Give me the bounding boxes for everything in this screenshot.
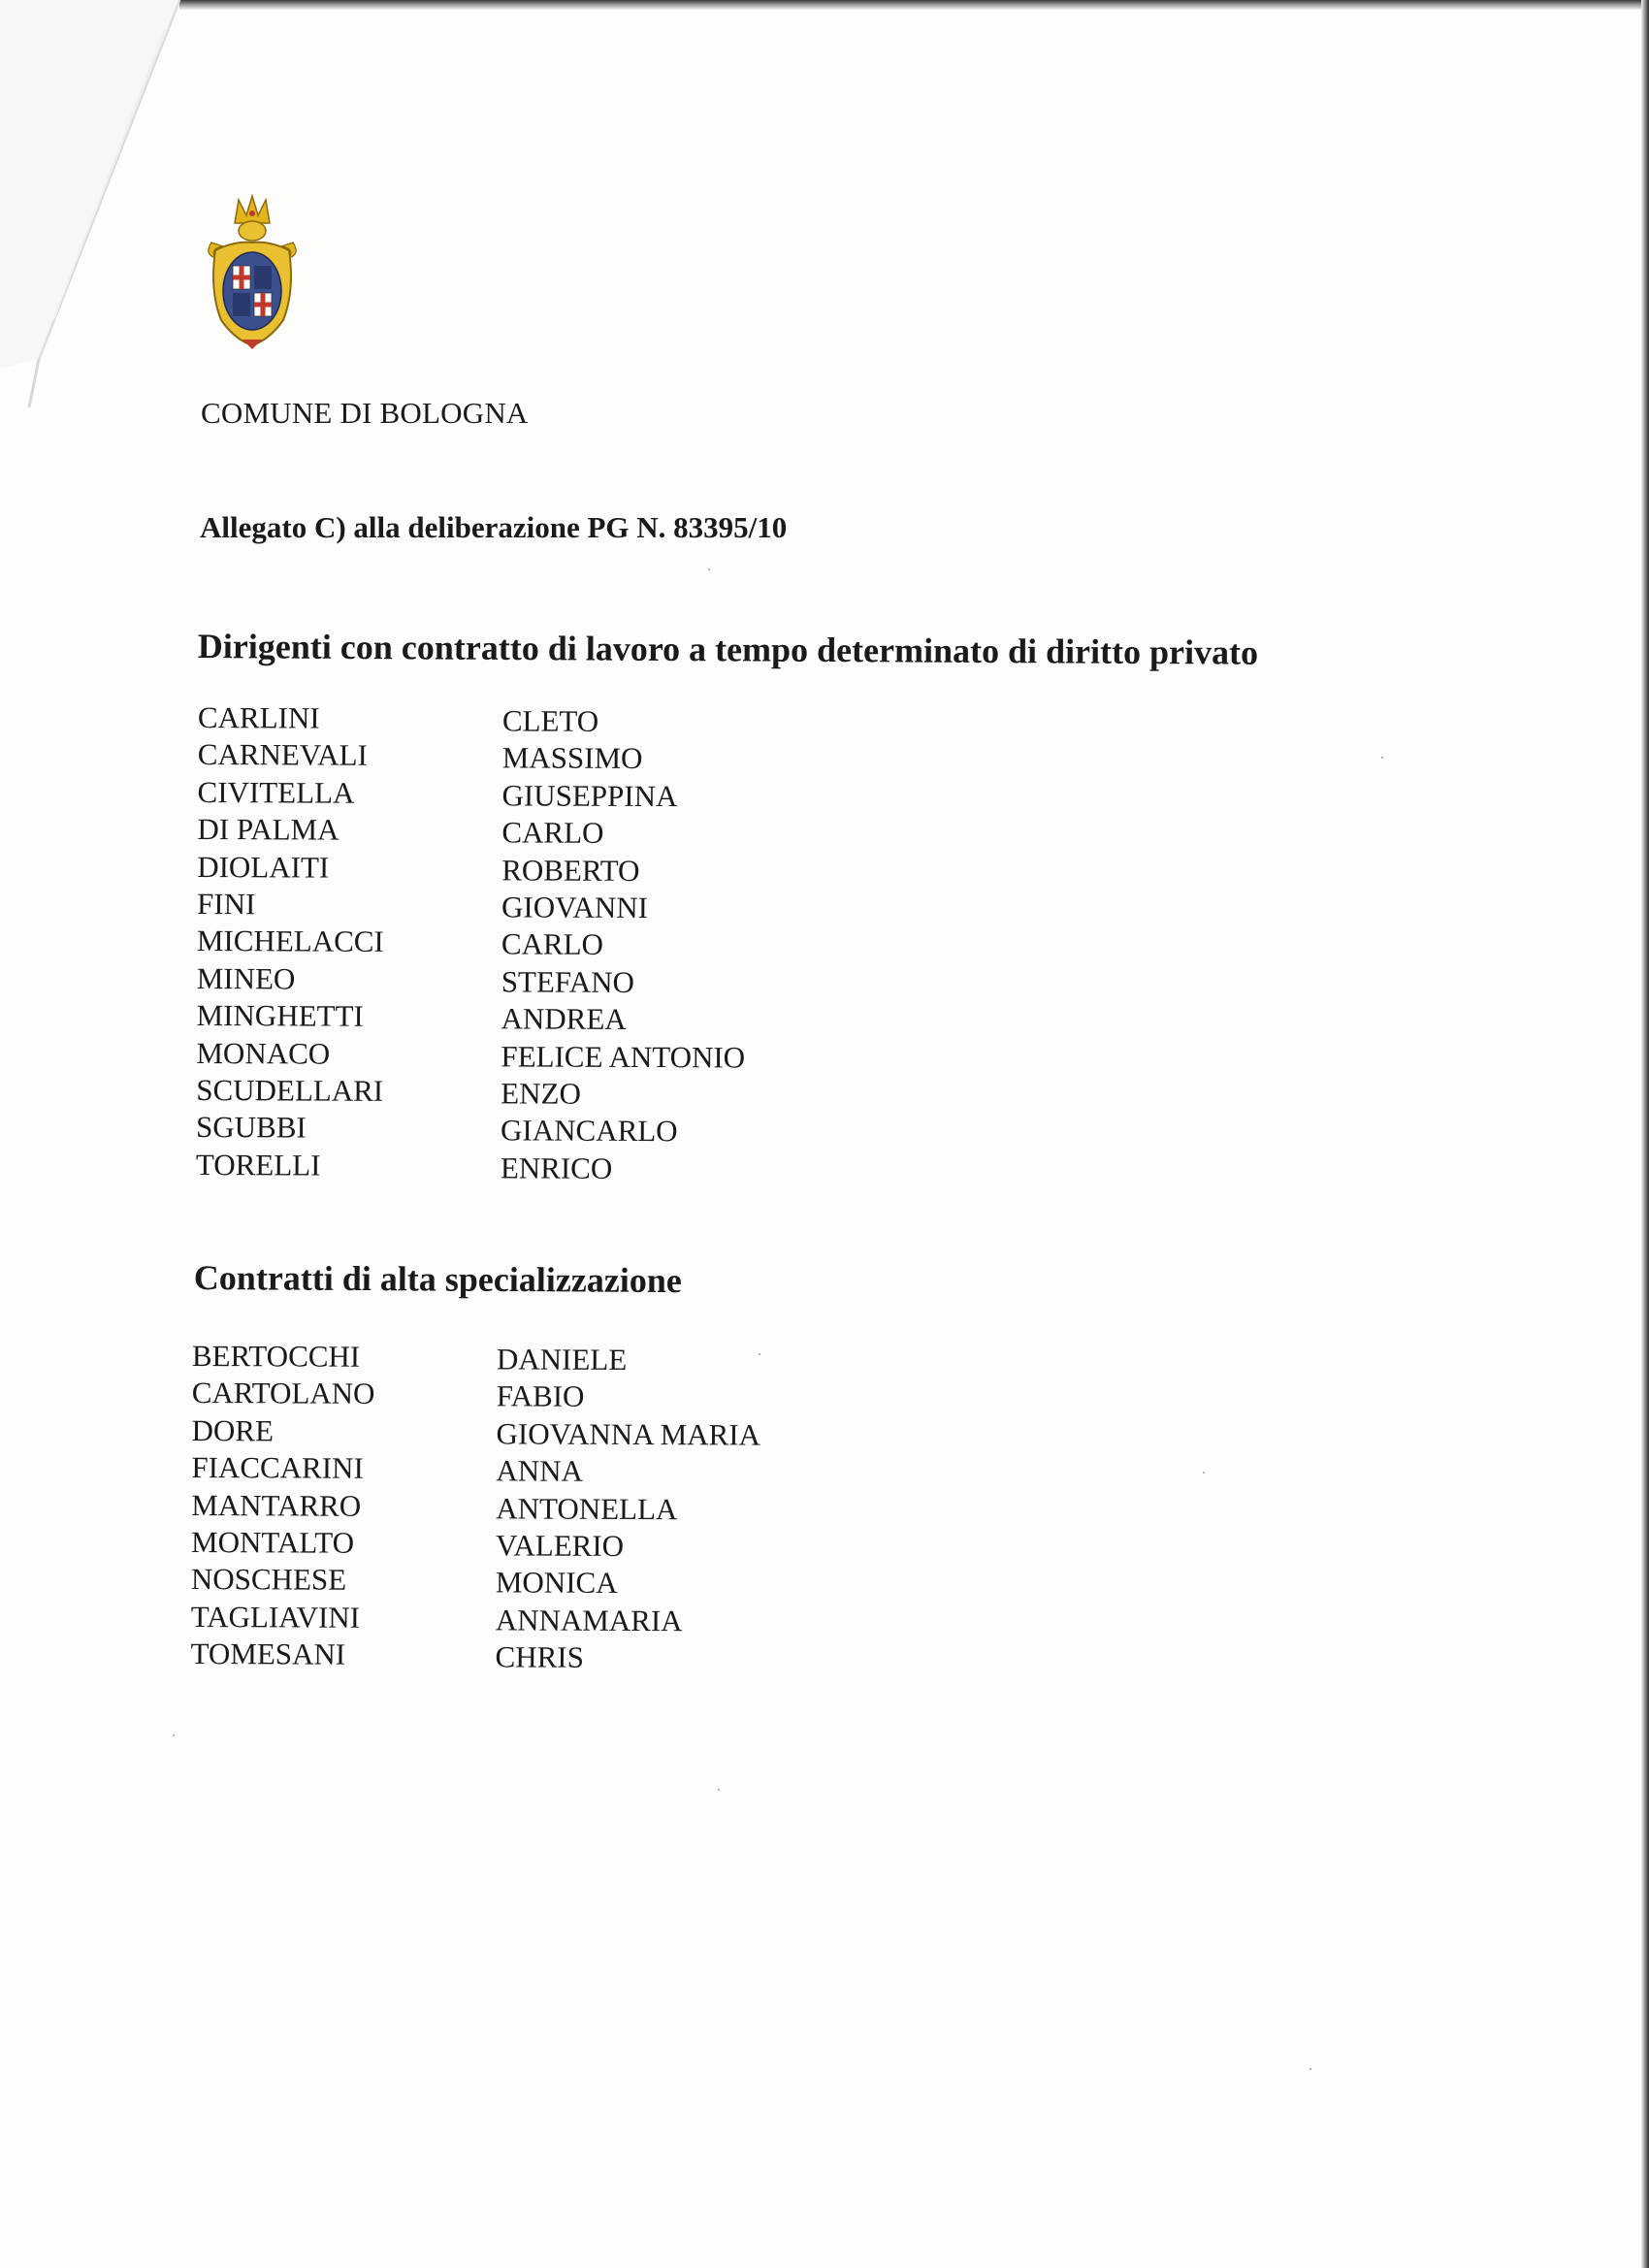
surname: CARTOLANO xyxy=(191,1376,375,1411)
attachment-reference: Allegato C) alla deliberazione PG N. 83395/10 xyxy=(200,510,788,544)
surname: FINI xyxy=(197,886,256,922)
first-name: CLETO xyxy=(501,703,599,738)
paper-right-edge xyxy=(1641,0,1649,2268)
surname: DIOLAITI xyxy=(197,849,330,885)
surname: MINEO xyxy=(196,960,296,996)
first-name: ROBERTO xyxy=(501,852,640,888)
scan-speck xyxy=(1381,757,1383,759)
first-name: MASSIMO xyxy=(501,740,643,776)
surname: FIACCARINI xyxy=(191,1450,364,1485)
scan-speck xyxy=(708,568,710,570)
surname: SCUDELLARI xyxy=(196,1072,384,1108)
first-name: ENZO xyxy=(501,1076,581,1111)
first-name: ANNA xyxy=(496,1453,584,1488)
scan-speck xyxy=(759,1353,760,1355)
first-name: ENRICO xyxy=(500,1150,613,1185)
surname: MINGHETTI xyxy=(196,998,364,1033)
surname: BERTOCCHI xyxy=(191,1339,361,1374)
organization-name: COMUNE DI BOLOGNA xyxy=(201,396,529,430)
first-name: CHRIS xyxy=(495,1639,584,1674)
first-name: GIANCARLO xyxy=(500,1113,678,1149)
surname: NOSCHESE xyxy=(190,1562,347,1598)
name-list-alta-specializzazione xyxy=(190,1338,761,1674)
scan-speck xyxy=(718,1789,720,1791)
scan-speck xyxy=(1203,1472,1205,1474)
surname: SGUBBI xyxy=(196,1110,307,1145)
first-name: ANDREA xyxy=(501,1001,627,1037)
surname: MANTARRO xyxy=(191,1487,362,1523)
first-name: FABIO xyxy=(496,1378,585,1414)
section-title-alta-specializzazione: Contratti di alta specializzazione xyxy=(193,1258,682,1301)
first-name: CARLO xyxy=(501,815,604,850)
surname: CARNEVALI xyxy=(197,737,368,773)
paper-top-edge xyxy=(179,0,1649,10)
first-name: MONICA xyxy=(495,1565,618,1601)
first-name: CARLO xyxy=(501,926,604,962)
surname: CIVITELLA xyxy=(197,774,355,810)
first-name: ANNAMARIA xyxy=(495,1603,683,1637)
surname: DORE xyxy=(191,1412,275,1448)
surname: MONACO xyxy=(196,1035,331,1071)
surname: TOMESANI xyxy=(190,1636,346,1671)
first-name: GIOVANNI xyxy=(501,890,649,924)
first-name: ANTONELLA xyxy=(496,1490,678,1526)
first-name: DANIELE xyxy=(496,1342,628,1377)
name-list-dirigenti xyxy=(195,699,746,1185)
first-name: GIOVANNA MARIA xyxy=(496,1416,761,1452)
bologna-coat-of-arms-icon xyxy=(202,194,303,351)
first-name: FELICE ANTONIO xyxy=(501,1038,746,1074)
surname: TAGLIAVINI xyxy=(190,1599,361,1635)
surname: DI PALMA xyxy=(197,812,340,847)
first-name: STEFANO xyxy=(501,964,635,999)
scan-speck xyxy=(173,1734,175,1736)
surname: MICHELACCI xyxy=(196,923,384,959)
first-name: VALERIO xyxy=(495,1528,625,1563)
paper-fold-shadow xyxy=(0,0,184,407)
surname: CARLINI xyxy=(197,700,320,735)
first-name: GIUSEPPINA xyxy=(501,778,678,813)
surname: TORELLI xyxy=(195,1147,321,1183)
section-title-dirigenti: Dirigenti con contratto di lavoro a tempo determinato di diritto privato xyxy=(197,627,1259,672)
scan-speck xyxy=(1310,2068,1311,2070)
surname: MONTALTO xyxy=(191,1524,355,1560)
